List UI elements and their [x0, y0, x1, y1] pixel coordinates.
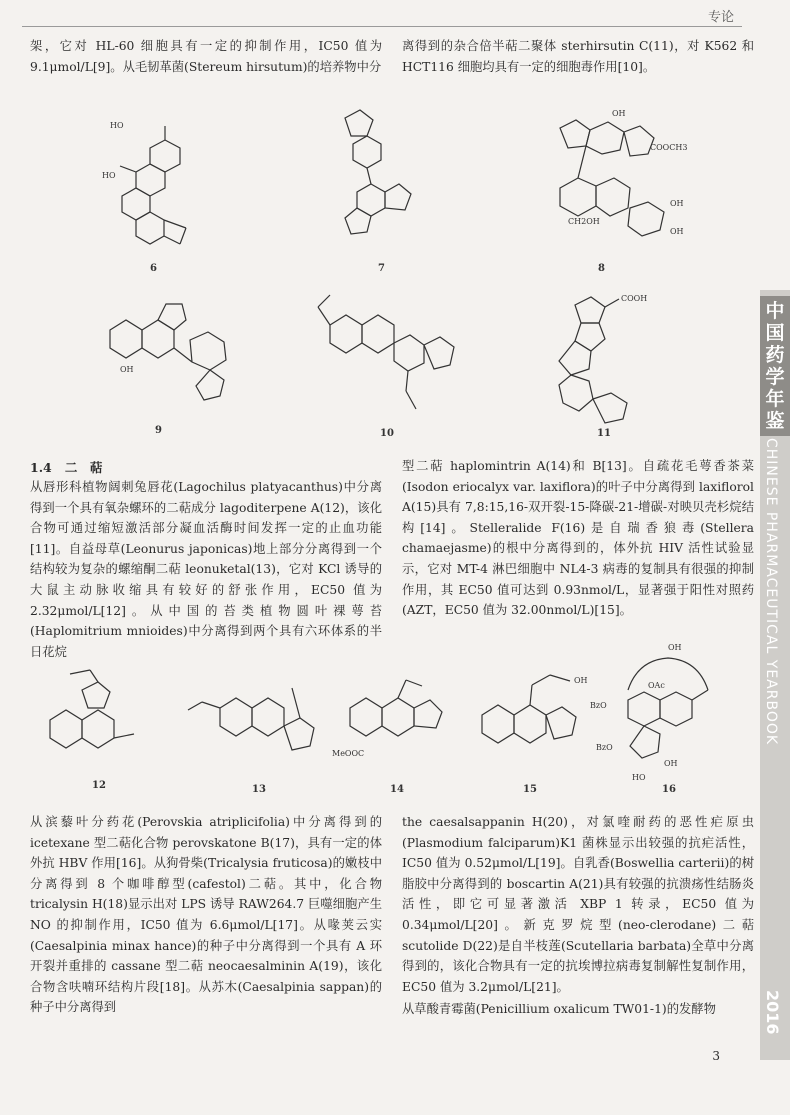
section-title-text: 二 萜: [64, 460, 103, 475]
compound-label-9: 9: [155, 425, 162, 436]
compound-label-13: 13: [252, 784, 266, 795]
structure-8-label-ch2oh: CH2OH: [568, 217, 600, 226]
structure-16-label-oac: OAc: [648, 681, 665, 690]
structure-8-label-oh2: OH: [670, 199, 684, 208]
section-heading: [30, 458, 102, 476]
structure-16: [588, 640, 738, 785]
yearbook-sidebar: [760, 290, 790, 1060]
compound-label-10: 10: [380, 428, 394, 439]
structure-8-label-oh3: OH: [670, 227, 684, 236]
structure-11-label-cooh: COOH: [621, 294, 648, 303]
structure-15: [462, 655, 602, 775]
structure-6-label-ho1: HO: [110, 121, 124, 130]
top-left-paragraph: 架，它对 HL-60 细胞具有一定的抑制作用，IC50 值为 9.1μmol/L[9]。从毛韧革菌(Stereum hirsutum)的培养物中分: [30, 39, 382, 74]
top-right-paragraph: 离得到的杂合倍半萜二聚体 sterhirsutin C(11)，对 K562 和 HCT116 细胞均具有一定的细胞毒作用[10]。: [402, 39, 754, 74]
structure-9-label-oh: OH: [120, 365, 134, 374]
structure-8-label-oh: OH: [612, 109, 626, 118]
structure-8: [520, 98, 710, 258]
compound-label-11: 11: [597, 428, 611, 439]
structure-6-label-ho2: HO: [102, 171, 116, 180]
sidebar-title-en: CHINESE PHARMACEUTICAL YEARBOOK: [763, 438, 779, 746]
compound-label-8: 8: [598, 263, 605, 274]
section-right-paragraph: 型二萜 haplomintrin A(14)和 B[13]。自疏花毛萼香茶菜(Isodon eriocalyx var. laxiflora)的叶子中分离得到 laxiflorol A(15)具有 7,8:15,16-双开裂-15-降碳-21-增碳-对映贝壳杉烷结构[14]。Stelleralide F(16)是自瑞香狼毒(Stellera chamaejasme)的根中分离得到的，体外抗 HIV 活性试验显示，它对 MT-4 淋巴细胞中 NL4-3 病毒的复制具有很强的抑制作用，其 EC50 值可达到 0.93nmol/L，显著强于阳性对照药(AZT，EC50 值为 32.00nmol/L)[15]。: [402, 459, 754, 618]
structure-9: [100, 290, 260, 420]
structure-12: [30, 660, 160, 780]
structure-16-label-oh2: OH: [664, 759, 678, 768]
structure-16-label-bzo1: BzO: [590, 701, 607, 710]
page-number: 3: [712, 1049, 720, 1063]
header-section-tag: 专论: [707, 10, 734, 25]
compound-label-16: 16: [662, 784, 676, 795]
structure-11: [535, 285, 685, 425]
structure-14-label-meooc: MeOOC: [332, 749, 365, 758]
bottom-left-paragraph: 从滨藜叶分药花(Perovskia atriplicifolia)中分离得到的 icetexane 型二萜化合物 perovskatone B(17)，具有一定的体外抗 HBV 作用[16]。从狗骨柴(Tricalysia fruticosa)的嫩枝中分离得到 8 个咖啡醇型(cafestol)二萜。其中，化合物 tricalysin H(18)显示出对 LPS 诱导 RAW264.7 巨噬细胞产生 NO 的抑制作用，IC50 值为 6.6μmol/L[17]。从喙荚云实(Caesalpinia minax hance)的种子中分离得到一个具有 A 环开裂并重排的 cassane 型二萜 neocaesalminin A(19)，该化合物含呋喃环结构片段[18]。从苏木(Caesalpinia sappan)的种子中分离得到: [30, 815, 382, 1015]
structure-8-label-cooch3: COOCH3: [650, 143, 688, 152]
compound-label-7: 7: [378, 263, 385, 274]
structure-16-label-oh: OH: [668, 643, 682, 652]
structure-16-label-ho: HO: [632, 773, 646, 782]
header-rule: [22, 26, 742, 27]
bottom-right-tail: 从草酸青霉菌(Penicillium oxalicum TW01-1)的发酵物: [402, 1002, 716, 1016]
section-number: 1.4: [30, 460, 52, 475]
structure-6: [100, 108, 210, 258]
section-left-paragraph: 从唇形科植物阔刺兔唇花(Lagochilus platyacanthus)中分离得到一个具有氧杂螺环的二萜成分 lagoditerpene A(12)，该化合物可通过缩短激活部分凝血活酶时间发挥一定的止血功能[11]。自益母草(Leonurus japonicas)地上部分分离得到一个结构较为复杂的螺缩酮二萜 leonuketal(13)，它对 KCl 诱导的大鼠主动脉收缩具有较好的舒张作用，EC50 值为 2.32μmol/L[12]。从中国的苔类植物圆叶裸萼苔(Haplomitrium mnioides)中分离得到两个具有六环体系的半日花烷: [30, 480, 382, 659]
structure-10: [290, 285, 490, 425]
structure-16-label-bzo2: BzO: [596, 743, 613, 752]
structure-7: [315, 98, 425, 248]
compound-label-15: 15: [523, 784, 537, 795]
structure-15-label-oh: OH: [574, 676, 588, 685]
compound-label-14: 14: [390, 784, 404, 795]
sidebar-title-cn: 中 国 药 学 年 鉴: [760, 296, 790, 436]
compound-label-6: 6: [150, 263, 157, 274]
structure-13: [180, 668, 330, 778]
structure-14: [330, 668, 450, 778]
bottom-right-paragraph: the caesalsappanin H(20)，对氯喹耐药的恶性疟原虫(Plasmodium falciparum)K1 菌株显示出较强的抗疟活性，IC50 值为 0.52μmol/L[19]。自乳香(Boswellia carterii)的树脂胶中分离得到的 boscartin A(21)具有较强的抗溃疡性结肠炎活性，即它可显著激活 XBP 1 转录，EC50 值为 0.34μmol/L[20]。新克罗烷型(neo-clerodane)二萜 scutolide D(22)是自半枝莲(Scutellaria barbata)全草中分离得到的，该化合物具有一定的抗埃博拉病毒复制解性复制作用，EC50 值为 3.2μmol/L[21]。: [402, 815, 754, 994]
compound-label-12: 12: [92, 780, 106, 791]
sidebar-year: 2016: [763, 990, 782, 1035]
